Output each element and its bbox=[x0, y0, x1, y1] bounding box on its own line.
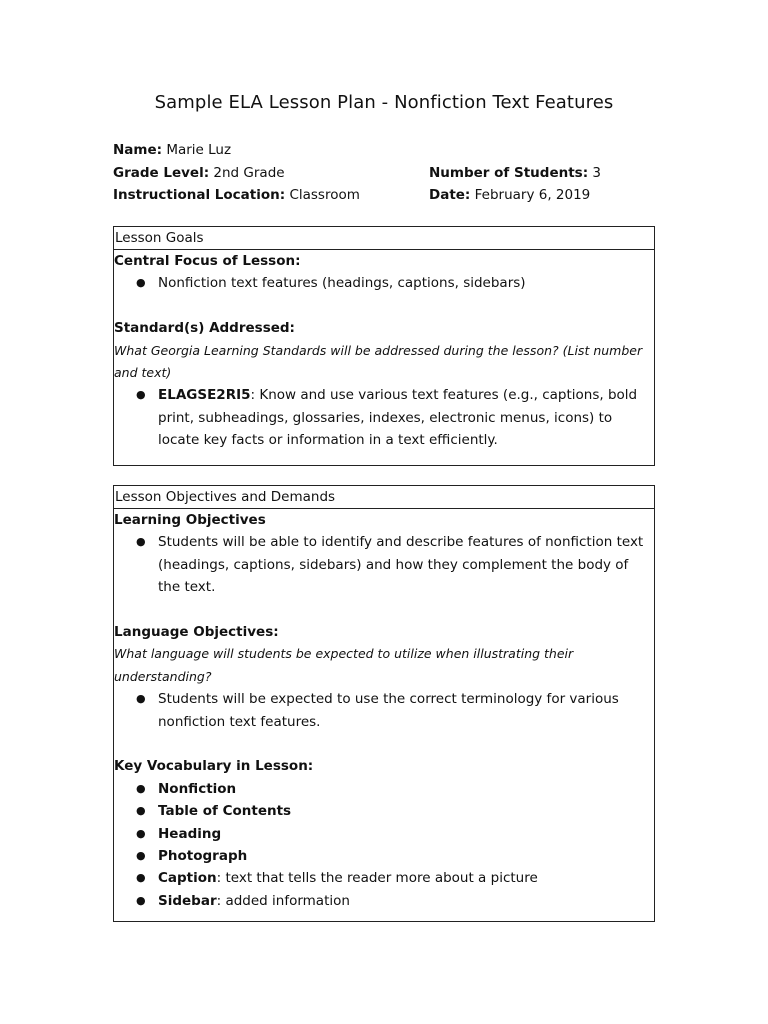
vocab-item bbox=[114, 800, 654, 822]
bullet-icon: ● bbox=[136, 781, 146, 795]
language-objectives-list bbox=[114, 688, 654, 733]
vocab-item bbox=[114, 867, 654, 889]
bullet-icon: ● bbox=[136, 849, 146, 863]
vocab-term: Sidebar bbox=[158, 892, 217, 909]
page-title: Sample ELA Lesson Plan - Nonfiction Text Features bbox=[154, 92, 614, 113]
vocab-def: : text that tells the reader more about a picture bbox=[216, 870, 538, 887]
standard-code: ELAGSE2RI5 bbox=[158, 387, 251, 404]
meta-right bbox=[429, 162, 601, 207]
lesson-objectives-box bbox=[113, 485, 655, 922]
language-prompt: What language will students be expected to utilize when illustrating their understanding? bbox=[114, 646, 574, 684]
date-row bbox=[429, 184, 601, 207]
bullet-icon: ● bbox=[136, 871, 146, 885]
vocab-term: Nonfiction bbox=[158, 780, 237, 797]
vocabulary-list bbox=[114, 778, 654, 912]
location-value: Classroom bbox=[289, 187, 360, 203]
name-label: Name: bbox=[113, 142, 163, 158]
location-row bbox=[113, 184, 360, 207]
list-item bbox=[114, 531, 654, 598]
bullet-icon: ● bbox=[136, 276, 146, 290]
students-label: Number of Students: bbox=[429, 164, 589, 181]
bullet-icon: ● bbox=[136, 804, 146, 818]
learning-objectives-list bbox=[114, 531, 654, 598]
grade-value: 2nd Grade bbox=[213, 164, 285, 181]
vocab-term: Table of Contents bbox=[158, 803, 292, 820]
bullet-icon: ● bbox=[136, 535, 146, 549]
learning-objective-item: Students will be able to identify and describe features of nonfiction text (headings, captions, sidebars) and how they complement the body of the text. bbox=[158, 534, 644, 596]
bullet-icon: ● bbox=[136, 388, 146, 402]
standards-label: Standard(s) Addressed: bbox=[114, 320, 295, 337]
lesson-goals-header: Lesson Goals bbox=[114, 227, 654, 250]
central-focus-item: Nonfiction text features (headings, captions, sidebars) bbox=[158, 275, 526, 292]
vocabulary-label: Key Vocabulary in Lesson: bbox=[114, 758, 314, 775]
bullet-icon: ● bbox=[136, 826, 146, 840]
vocab-def: : added information bbox=[216, 892, 350, 909]
lesson-goals-box bbox=[113, 226, 655, 466]
standard-text: : Know and use various text features (e.g., captions, bold print, subheadings, glossaries, indexes, electronic menus, icons) to locate key facts or information in a text efficiently. bbox=[158, 387, 638, 449]
name-value: Marie Luz bbox=[166, 142, 232, 158]
vocab-term: Photograph bbox=[158, 848, 248, 865]
location-label: Instructional Location: bbox=[113, 187, 286, 203]
grade-label: Grade Level: bbox=[113, 164, 210, 181]
vocab-item bbox=[114, 845, 654, 867]
list-item bbox=[114, 272, 654, 294]
vocab-term: Caption bbox=[158, 870, 217, 887]
meta-left bbox=[113, 139, 360, 207]
date-value: February 6, 2019 bbox=[474, 187, 591, 203]
language-objectives-label: Language Objectives: bbox=[114, 624, 279, 641]
name-row bbox=[113, 139, 360, 162]
central-focus-list bbox=[114, 272, 654, 294]
vocab-item bbox=[114, 890, 654, 912]
list-item bbox=[114, 384, 654, 451]
bullet-icon: ● bbox=[136, 893, 146, 907]
standards-prompt: What Georgia Learning Standards will be addressed during the lesson? (List number and text) bbox=[114, 342, 643, 381]
learning-objectives-label: Learning Objectives bbox=[114, 512, 266, 528]
vocab-item bbox=[114, 823, 654, 845]
grade-row bbox=[113, 162, 360, 185]
language-objective-item: Students will be expected to use the correct terminology for various nonfiction text features. bbox=[158, 691, 619, 730]
lesson-objectives-header: Lesson Objectives and Demands bbox=[114, 486, 654, 509]
bullet-icon: ● bbox=[136, 692, 146, 706]
vocab-term: Heading bbox=[158, 825, 222, 842]
students-value: 3 bbox=[592, 164, 601, 181]
standards-list bbox=[114, 384, 654, 451]
students-row bbox=[429, 162, 601, 185]
central-focus-label: Central Focus of Lesson: bbox=[114, 253, 301, 269]
list-item bbox=[114, 688, 654, 733]
date-label: Date: bbox=[429, 187, 471, 203]
vocab-item bbox=[114, 778, 654, 800]
